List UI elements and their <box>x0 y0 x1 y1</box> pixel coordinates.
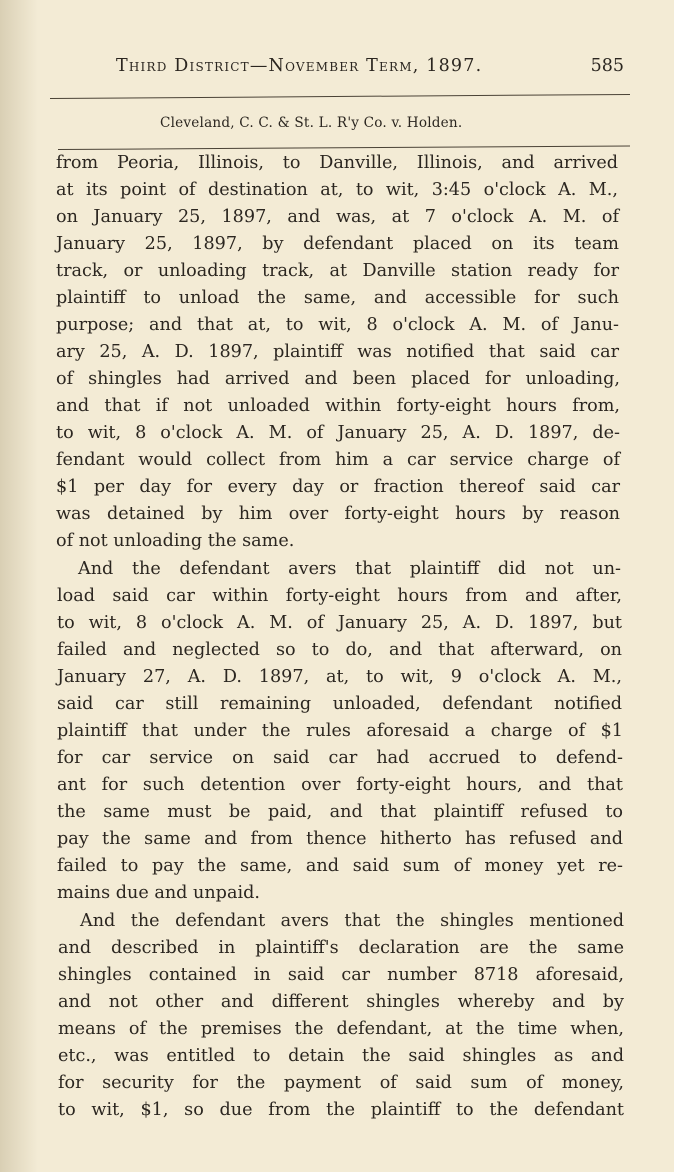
text-line: and not other and different shingles whereby and by <box>58 992 624 1012</box>
text-line: of not unloading the same. <box>56 531 295 551</box>
text-line: plaintiff to unload the same, and accessible for such <box>56 288 619 308</box>
text-line: to wit, 8 o'clock A. M. of January 25, A. D. 1897, de- <box>56 423 620 443</box>
text-line: etc., was entitled to detain the said shingles as and <box>58 1046 624 1066</box>
text-line: failed and neglected so to do, and that afterward, on <box>57 640 622 660</box>
text-line: pay the same and from thence hitherto has refused and <box>57 829 623 849</box>
text-line: load said car within forty-eight hours from and after, <box>57 586 622 606</box>
text-line: of shingles had arrived and been placed for unloading, <box>56 369 620 389</box>
text-line: to wit, 8 o'clock A. M. of January 25, A. D. 1897, but <box>57 613 622 633</box>
text-line: And the defendant avers that the shingles mentioned <box>80 911 624 931</box>
text-line: for car service on said car had accrued to defend- <box>57 748 623 768</box>
text-line: on January 25, 1897, and was, at 7 o'clock A. M. of <box>56 207 619 227</box>
text-line: was detained by him over forty-eight hours by reason <box>56 504 620 524</box>
text-line: ary 25, A. D. 1897, plaintiff was notified that said car <box>56 342 619 362</box>
text-line: failed to pay the same, and said sum of money yet re- <box>57 856 623 876</box>
case-caption: Cleveland, C. C. & St. L. R'y Co. v. Holden. <box>160 115 463 131</box>
text-line: track, or unloading track, at Danville station ready for <box>56 261 619 281</box>
header-rule-bottom <box>58 146 630 150</box>
text-line: shingles contained in said car number 8718 aforesaid, <box>58 965 624 985</box>
text-line: plaintiff that under the rules aforesaid a charge of $1 <box>57 721 623 741</box>
text-line: the same must be paid, and that plaintiff refused to <box>57 802 623 822</box>
running-head-title: Third District—November Term, 1897. <box>116 56 483 76</box>
text-line: purpose; and that at, to wit, 8 o'clock A. M. of Janu- <box>56 315 619 335</box>
header-rule-top <box>50 94 630 99</box>
page-gutter-shadow <box>0 0 38 1172</box>
text-line: to wit, $1, so due from the plaintiff to the defendant <box>58 1100 624 1120</box>
text-line: mains due and unpaid. <box>57 883 260 903</box>
text-line: means of the premises the defendant, at the time when, <box>58 1019 624 1039</box>
text-line: ant for such detention over forty-eight hours, and that <box>57 775 623 795</box>
text-line: and that if not unloaded within forty-eight hours from, <box>56 396 620 416</box>
text-line: January 25, 1897, by defendant placed on its team <box>56 234 619 254</box>
text-line: and described in plaintiff's declaration are the same <box>58 938 624 958</box>
page-number: 585 <box>590 56 624 76</box>
text-line: for security for the payment of said sum of money, <box>58 1073 624 1093</box>
text-line: $1 per day for every day or fraction thereof said car <box>56 477 620 497</box>
text-line: said car still remaining unloaded, defendant notified <box>57 694 622 714</box>
text-line: from Peoria, Illinois, to Danville, Illinois, and arrived <box>56 153 618 173</box>
text-line: January 27, A. D. 1897, at, to wit, 9 o'clock A. M., <box>57 667 622 687</box>
running-head <box>116 56 624 86</box>
text-line: And the defendant avers that plaintiff did not un- <box>78 559 621 579</box>
text-line: fendant would collect from him a car service charge of <box>56 450 620 470</box>
text-line: at its point of destination at, to wit, 3:45 o'clock A. M., <box>56 180 618 200</box>
